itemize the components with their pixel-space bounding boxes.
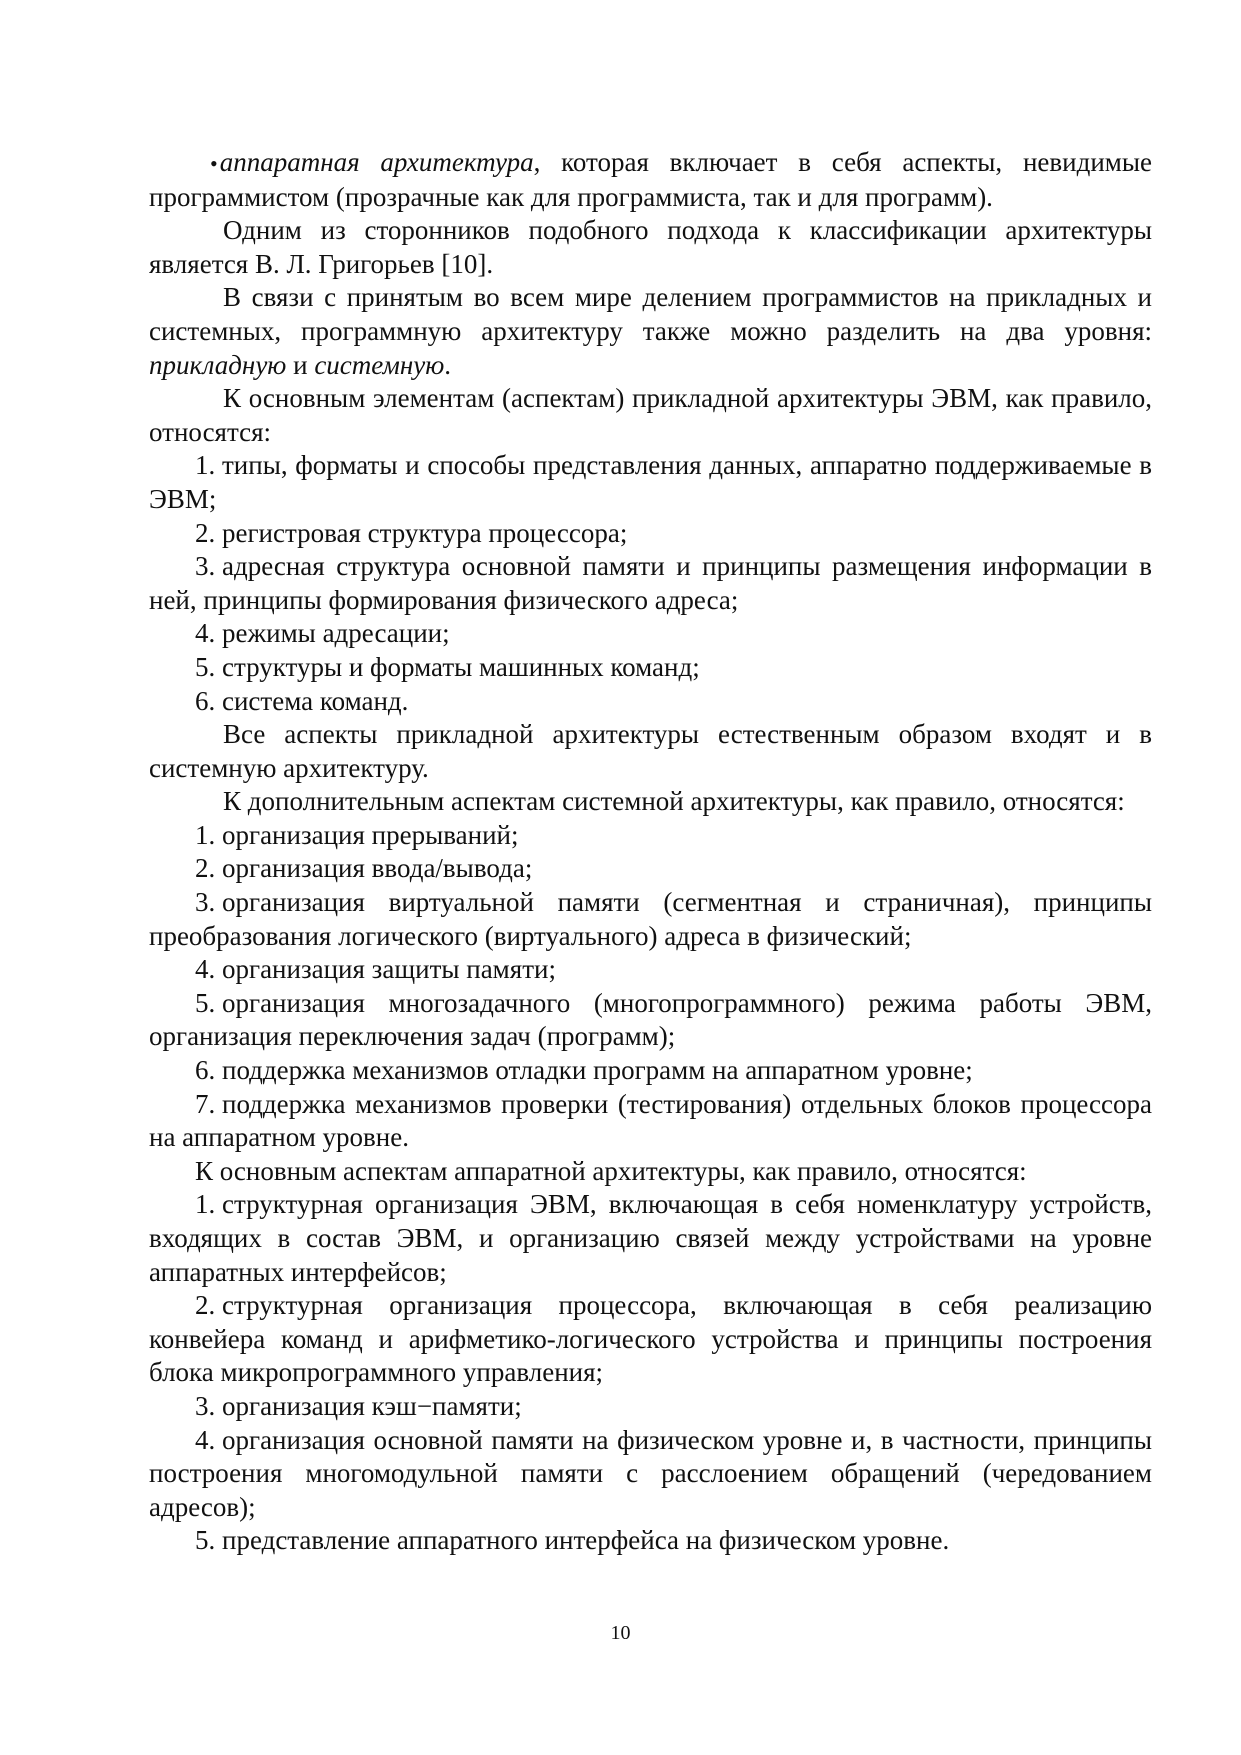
list-item (149, 651, 1152, 685)
list-item (149, 987, 1152, 1054)
list-item-text: регистровая структура процессора; (222, 517, 628, 548)
term-applied: прикладную (149, 349, 287, 380)
list-item-text: поддержка механизмов отладки программ на аппаратном уровне; (222, 1055, 973, 1086)
list-item-text: организация основной памяти на физическом уровне и, в частности, принципы построения многомодульной памяти с расслоением обращений (чередованием адресов); (149, 1424, 1152, 1522)
list-item-text: организация прерываний; (222, 819, 519, 850)
list-item-text: организация защиты памяти; (222, 954, 556, 985)
bullet-marker: • (210, 151, 218, 176)
paragraph-text: В связи с принятым во всем мире делением программистов на прикладных и системных, программную архитектуру также можно разделить на два уровня: (149, 282, 1152, 346)
paragraph-text: . (444, 349, 451, 380)
paragraph-system-aspects-intro: К дополнительным аспектам системной архитектуры, как правило, относятся: (223, 786, 1125, 817)
list-applied-architecture (149, 449, 1152, 718)
list-item (149, 852, 1152, 886)
list-item-text: поддержка механизмов проверки (тестирования) отдельных блоков процессора на аппаратном уровне. (149, 1088, 1152, 1153)
paragraph-grigoriev: Одним из сторонников подобного подхода к классификации архитектуры является В. Л. Григорьев [10]. (149, 215, 1152, 279)
list-item-text: режимы адресации; (222, 618, 450, 649)
list-item-text: структурная организация процессора, включающая в себя реализацию конвейера команд и арифметико-логического устройства и принципы построения блока микропрограммного управления; (149, 1290, 1152, 1388)
list-item (149, 886, 1152, 953)
list-hardware-architecture (149, 1188, 1152, 1558)
list-item-number: 4. (195, 954, 216, 985)
page-body (149, 146, 1152, 1558)
list-item-number: 1. (195, 1189, 216, 1220)
list-item-text: организация кэш−памяти; (222, 1390, 522, 1421)
bullet-term: аппаратная архитектура (219, 147, 534, 177)
list-item (149, 1390, 1152, 1424)
list-item-number: 6. (195, 1055, 216, 1086)
list-item-number: 5. (195, 987, 216, 1018)
page-number: 10 (610, 1622, 631, 1644)
list-item (149, 617, 1152, 651)
list-item-number: 3. (195, 1390, 216, 1421)
paragraph-text: и (286, 349, 315, 380)
list-item (149, 1524, 1152, 1558)
list-item-text: организация ввода/вывода; (222, 853, 533, 884)
list-item (149, 953, 1152, 987)
term-system: системную (314, 349, 445, 380)
list-item-text: система команд. (222, 685, 409, 716)
list-item (149, 1088, 1152, 1155)
list-item-number: 3. (195, 551, 216, 582)
bullet-text: , которая включает в себя аспекты, невидимые программистом (прозрачные как для программиста, так и для программ). (149, 147, 1152, 212)
list-item (149, 819, 1152, 853)
list-item (149, 1188, 1152, 1289)
paragraph-hardware-aspects-intro: К основным аспектам аппаратной архитектуры, как правило, относятся: (195, 1155, 1027, 1186)
list-item-number: 4. (195, 1424, 216, 1455)
list-item-number: 3. (195, 887, 216, 918)
paragraph-all-aspects: Все аспекты прикладной архитектуры естественным образом входят и в системную архитектуру. (149, 719, 1152, 783)
list-item-text: структуры и форматы машинных команд; (222, 651, 700, 682)
list-item (149, 1424, 1152, 1525)
bullet-item-hardware-architecture (149, 146, 1152, 214)
list-item-number: 6. (195, 685, 216, 716)
list-item-text: структурная организация ЭВМ, включающая в себя номенклатуру устройств, входящих в состав ЭВМ, и организацию связей между устройствами на уровне аппаратных интерфейсов; (149, 1189, 1152, 1287)
list-item-number: 1. (195, 450, 216, 481)
list-item-number: 2. (195, 853, 216, 884)
list-system-architecture (149, 819, 1152, 1155)
list-item-text: организация виртуальной памяти (сегментная и страничная), принципы преобразования логического (виртуального) адреса в физический; (149, 887, 1152, 951)
list-item (149, 1289, 1152, 1390)
list-item-number: 1. (195, 819, 216, 850)
list-item-number: 2. (195, 517, 216, 548)
list-item-number: 5. (195, 651, 216, 682)
list-item (149, 550, 1152, 617)
list-item (149, 1054, 1152, 1088)
paragraph-program-architecture-levels (149, 281, 1152, 382)
paragraph-applied-elements-intro: К основным элементам (аспектам) прикладной архитектуры ЭВМ, как правило, относятся: (149, 383, 1152, 447)
list-item-text: представление аппаратного интерфейса на физическом уровне. (222, 1525, 950, 1556)
list-item-number: 5. (195, 1525, 216, 1556)
list-item-text: адресная структура основной памяти и принципы размещения информации в ней, принципы формирования физического адреса; (149, 551, 1152, 615)
list-item-number: 7. (195, 1088, 216, 1119)
list-item (149, 449, 1152, 516)
list-item-text: типы, форматы и способы представления данных, аппаратно поддерживаемые в ЭВМ; (149, 450, 1152, 514)
list-item-number: 4. (195, 618, 216, 649)
list-item (149, 685, 1152, 719)
list-item-number: 2. (195, 1290, 216, 1321)
list-item (149, 517, 1152, 551)
list-item-text: организация многозадачного (многопрограммного) режима работы ЭВМ, организация переключения задач (программ); (149, 987, 1152, 1052)
